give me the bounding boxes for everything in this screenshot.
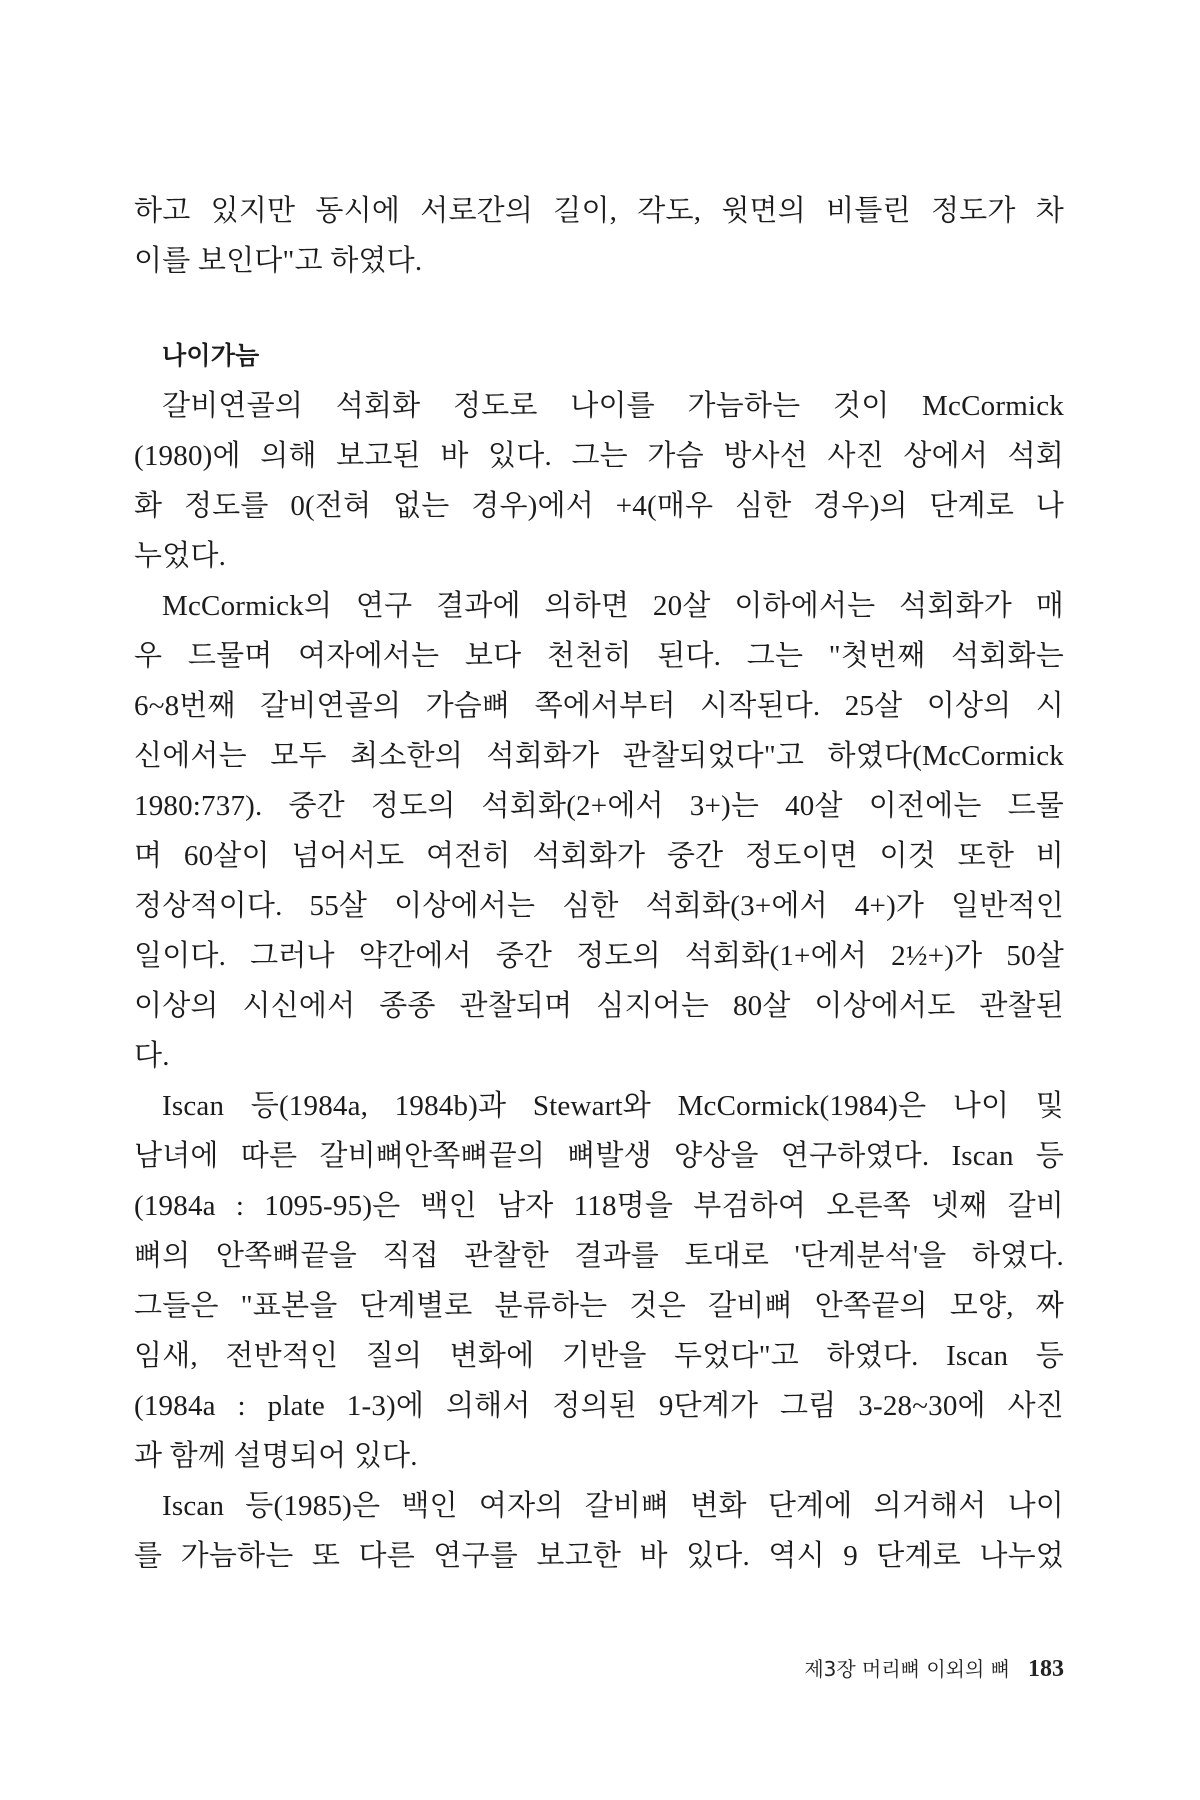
- text-line: (1980)에 의해 보고된 바 있다. 그는 가슴 방사선 사진 상에서 석회: [134, 440, 1064, 472]
- page-footer: [590, 1653, 1064, 1683]
- section-gap: [134, 286, 1064, 331]
- text-line: Iscan 등(1984a, 1984b)과 Stewart와 McCormick(1984)은 나이 및: [162, 1090, 1064, 1122]
- text-line: 화 정도를 0(전혀 없는 경우)에서 +4(매우 심한 경우)의 단계로 나: [134, 490, 1064, 522]
- text-line: 며 60살이 넘어서도 여전히 석회화가 중간 정도이면 이것 또한 비: [134, 840, 1064, 872]
- text-line: 를 가늠하는 또 다른 연구를 보고한 바 있다. 역시 9 단계로 나누었: [134, 1540, 1064, 1572]
- text-line: 1980:737). 중간 정도의 석회화(2+에서 3+)는 40살 이전에는 드물: [134, 790, 1064, 822]
- text-line: 누었다.: [134, 540, 227, 572]
- text-line: 다.: [134, 1040, 170, 1072]
- section-heading: 나이가늠: [162, 341, 260, 370]
- body-text: [134, 186, 1064, 1581]
- text-line: 신에서는 모두 최소한의 석회화가 관찰되었다"고 하였다(McCormick: [134, 740, 1064, 772]
- text-line: 그들은 "표본을 단계별로 분류하는 것은 갈비뼈 안쪽끝의 모양, 짜: [134, 1290, 1064, 1322]
- text-line: 남녀에 따른 갈비뼈안쪽뼈끝의 뼈발생 양상을 연구하였다. Iscan 등: [134, 1140, 1064, 1172]
- text-line: McCormick의 연구 결과에 의하면 20살 이하에서는 석회화가 매: [162, 590, 1064, 622]
- text-line: 임새, 전반적인 질의 변화에 기반을 두었다"고 하였다. Iscan 등: [134, 1340, 1064, 1372]
- text-line: 일이다. 그러나 약간에서 중간 정도의 석회화(1+에서 2½+)가 50살: [134, 940, 1064, 972]
- text-line: 갈비연골의 석회화 정도로 나이를 가늠하는 것이 McCormick: [162, 390, 1064, 422]
- text-line: (1984a : 1095-95)은 백인 남자 118명을 부검하여 오른쪽 넷째 갈비: [134, 1190, 1064, 1222]
- text-line: 과 함께 설명되어 있다.: [134, 1440, 418, 1472]
- text-line: 하고 있지만 동시에 서로간의 길이, 각도, 윗면의 비틀린 정도가 차: [134, 195, 1064, 227]
- text-line: Iscan 등(1985)은 백인 여자의 갈비뼈 변화 단계에 의거해서 나이: [162, 1490, 1064, 1522]
- text-line: 6~8번째 갈비연골의 가슴뼈 쪽에서부터 시작된다. 25살 이상의 시: [134, 690, 1064, 722]
- text-line: 우 드물며 여자에서는 보다 천천히 된다. 그는 "첫번째 석회화는: [134, 640, 1064, 672]
- text-line: 이를 보인다"고 하였다.: [134, 245, 423, 277]
- text-line: 정상적이다. 55살 이상에서는 심한 석회화(3+에서 4+)가 일반적인: [134, 890, 1064, 922]
- page-number: 183: [1028, 1656, 1064, 1682]
- text-line: 뼈의 안쪽뼈끝을 직접 관찰한 결과를 토대로 '단계분석'을 하였다.: [134, 1240, 1064, 1272]
- text-line: 이상의 시신에서 종종 관찰되며 심지어는 80살 이상에서도 관찰된: [134, 990, 1064, 1022]
- text-line: (1984a : plate 1-3)에 의해서 정의된 9단계가 그림 3-28~30에 사진: [134, 1390, 1064, 1422]
- running-head: 제3장 머리뼈 이외의 뼈: [804, 1657, 1010, 1681]
